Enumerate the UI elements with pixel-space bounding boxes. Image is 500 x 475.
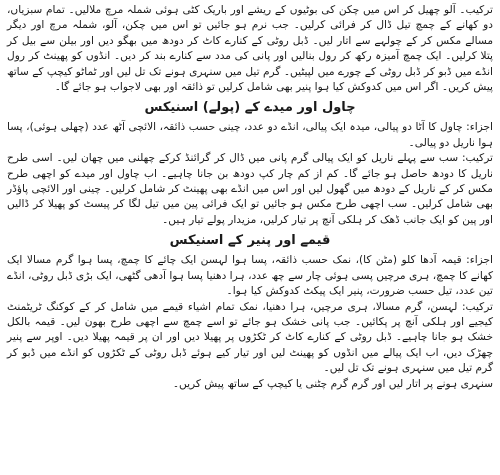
section-rolls xyxy=(7,3,493,95)
method-paragraph: ترکیب: لہسن، گرم مسالا، ہری مرچیں، ہرا دھنیا، نمک تمام اشیاء قیمے میں شامل کر کے کوکنگ ٹریٹمنٹ کیجیے اور ہلکی آنچ پر پکائیں۔ جب پانی خشک ہو جائے تو اسے چمچ سے اچھی طرح بھون لیں۔ قیمہ بالکل خشک ہو جانا چاہیے۔ ڈبل روٹی کے کنارے کاٹ کر ٹکڑوں پر پھیلا دیں اور ان پر قیمہ پھیلا دیں۔ اوپر سے پنیر چھڑک دیں، اب ایک پیالے میں انڈوں کو پھینٹ لیں اور تیار کیے ہوئے ڈبل روٹی کے ٹکڑوں کو انڈے میں ڈبو کر گرم تیل میں سنہری ہونے تک تل لیں۔ xyxy=(7,300,493,375)
section-mince-cheese-snacks xyxy=(7,253,493,392)
serving-paragraph: سنہری ہونے پر اتار لیں اور گرم گرم چٹنی یا کیچپ کے ساتھ پیش کریں۔ xyxy=(172,377,493,390)
section-heading-mince-cheese-snacks: قیمے اور پنیر کے اسنیکس xyxy=(169,233,331,249)
ingredients-paragraph: اجزاء: چاول کا آٹا دو پیالی، میدہ ایک پیالی، انڈے دو عدد، چینی حسب ذائقہ، الائچی آٹھ عدد (چھلی ہوئی)، پسا ہوا ناریل دو پیالی۔ xyxy=(7,121,493,149)
recipe-method-paragraph: ترکیب۔ آلو چھیل کر اس میں چکن کی بوٹیوں کے ریشے اور باریک کٹی ہوئی شملہ مرچ ملالیں۔ تمام سبزیاں، دو کھانے کے چمچ تیل ڈال کر فرائی کرلیں۔ جب نرم ہو جائیں تو اس میں چکن، آلو، شملہ مرچ اور دیگر مسالے مکس کر کے چولہے سے اتار لیں۔ ڈبل روٹی کے کنارے کاٹ کر دودھ میں بھگو دیں اور بیلن سے بیل کر پتلا کرلیں۔ ایک چمچ آمیزہ رکھ کر رول بنالیں اور پانی کی مدد سے کنارے بند کر دیں۔ انڈوں کو پھینٹ کر رول انڈے میں ڈبو کر ڈبل روٹی کے چورے میں لپیٹیں۔ گرم تیل میں سنہری ہونے تک تل لیں اور ٹماٹو کیچپ کے ساتھ پیش کریں۔ اگر اس میں کدوکش کیا ہوا پنیر بھی شامل کرلیں تو ذائقہ اور بھی لاجواب ہو جائے گا۔ xyxy=(7,4,493,94)
method-paragraph: ترکیب: سب سے پہلے ناریل کو ایک پیالی گرم پانی میں ڈال کر گرائنڈ کرکے چھلنی میں چھان لیں۔ اسی طرح ناریل کا دودھ حاصل ہو جائے گا۔ کم از کم چار کپ دودھ بن جانا چاہیے۔ اب چاول اور میدے کو اچھی طرح مکس کر کے ناریل کے دودھ میں گھول لیں اور اس میں انڈے بھی پھینٹ کر شامل کرلیں۔ چینی اور الائچی پاؤڈر بھی شامل کرلیں۔ سب اچھی طرح مکس ہو جائیں تو ایک فرائی پین میں تیل لگا کر پیسٹ کو پھیلا کر ڈالیں اور پین کو ایک جانب ڈھک کر ہلکی آنچ پر تیار کرلیں، مزیدار پولے تیار ہیں۔ xyxy=(7,152,493,226)
ingredients-paragraph: اجزاء: قیمہ آدھا کلو (مٹن کا)، نمک حسب ذائقہ، پسا ہوا لہسن ایک چائے کا چمچ، پسا ہوا گرم مسالا ایک کھانے کا چمچ، ہری مرچیں پسی ہوئی چار سے چھ عدد، ہرا دھنیا پسا ہوا آدھی گٹھی، ایک بڑی ڈبل روٹی، انڈے تین عدد، تیل حسب ضرورت، پنیر ایک پیکٹ کدوکش کیا ہوا۔ xyxy=(7,254,493,298)
section-heading-rice-flour-snacks: چاول اور میدے کے (پولے) اسنیکس xyxy=(144,100,356,116)
section-rice-flour-snacks xyxy=(7,120,493,228)
